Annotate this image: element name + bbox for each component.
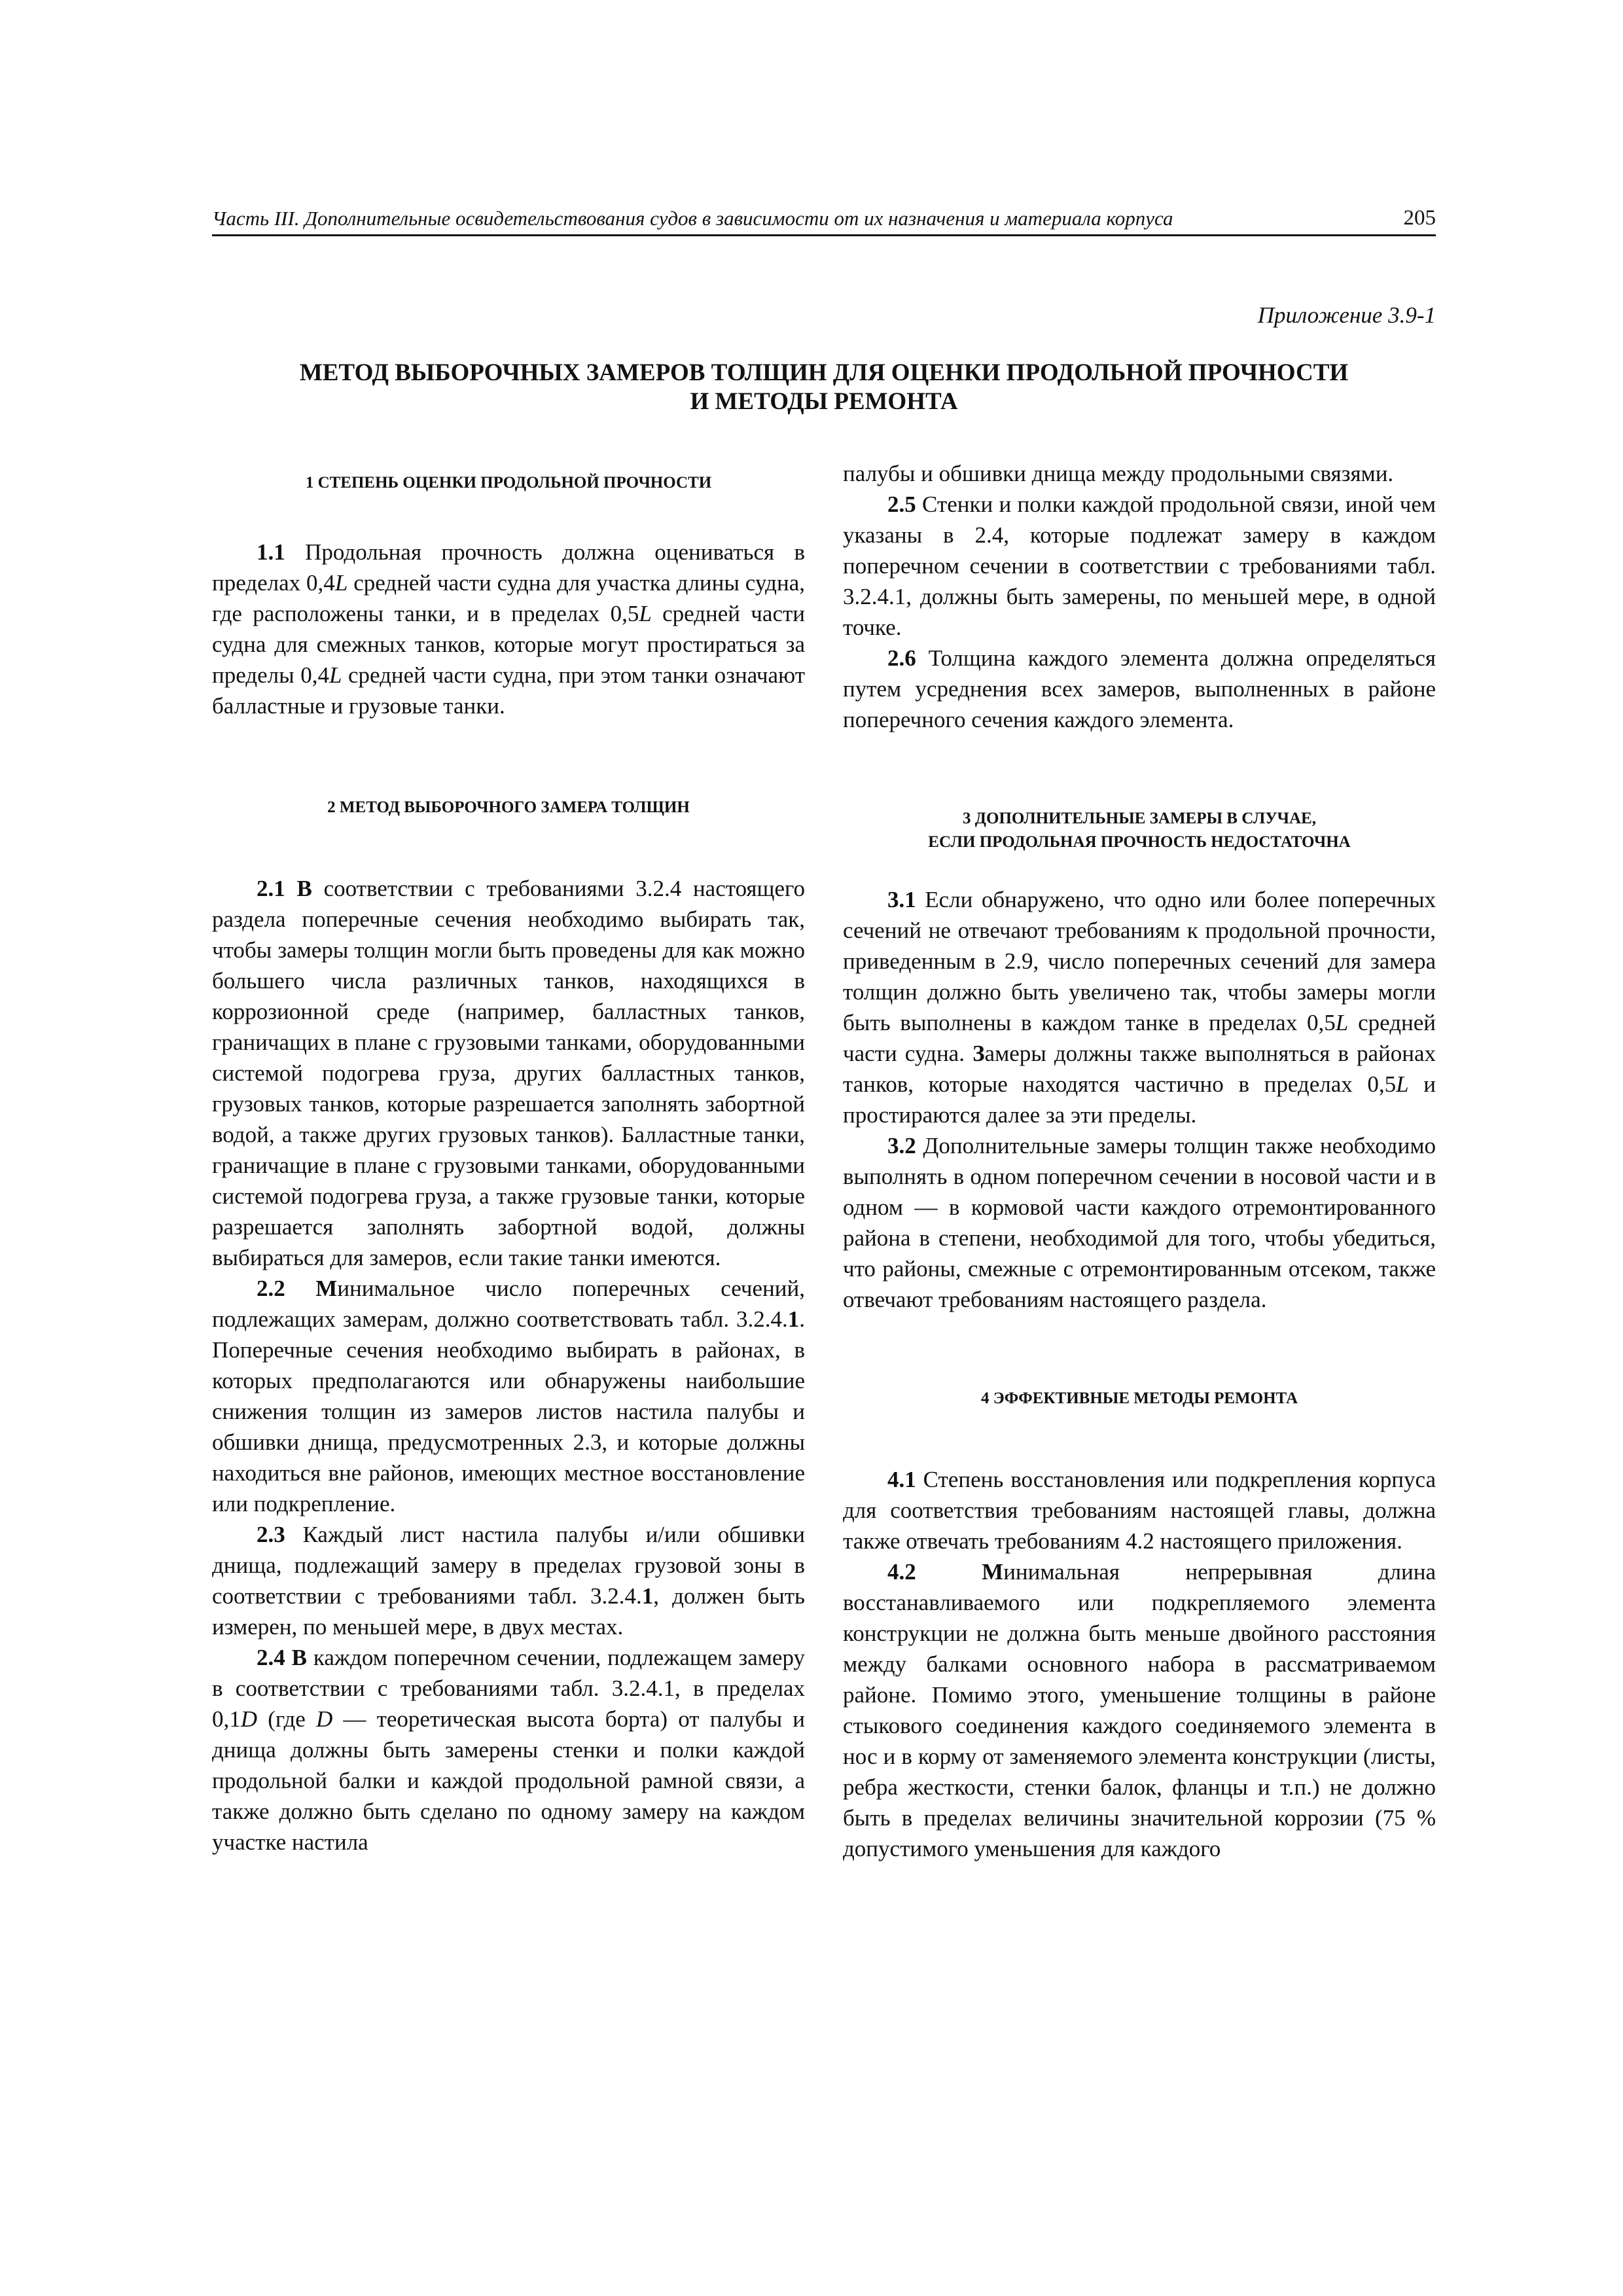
paragraph-3-2: 3.2 Дополнительные замеры толщин также необходимо выполнять в одном поперечном сечении в носовой части и в одном — в кормовой части каждого отремонтированного района в степени, необходимой для того, чтобы убедиться, что районы, смежные с отремонтированным отсеком, также отвечают требованиям настоящего раздела. (843, 1133, 1436, 1312)
paragraph-1-1: 1.1 Продольная прочность должна оцениваться в пределах 0,4L средней части судна для участка длины судна, где расположены танки, и в пределах 0,5L средней части судна для смежных танков, которые могут простираться за пределы 0,4L средней части судна, при этом танки означают балластные и грузовые танки. (212, 539, 806, 719)
paragraph-4-2: 4.2 Минимальная непрерывная длина восстанавливаемого или подкрепляемого элемента конструкции не должна быть меньше двойного расстояния между балками основного набора в рассматриваемом районе. Помимо этого, уменьшение толщины в районе стыкового соединения каждого соединяемого элемента в нос и в корму от заменяемого элемента конструкции (листы, ребра жесткости, стенки балок, фланцы и т.п.) не должно быть в пределах величины значительной коррозии (75 % допустимого уменьшения для каждого (843, 1559, 1436, 1861)
right-column (843, 458, 1436, 1864)
section-heading-1: 1 СТЕПЕНЬ ОЦЕНКИ ПРОДОЛЬНОЙ ПРОЧНОСТИ (305, 474, 712, 492)
paragraph-2-5: 2.5 Стенки и полки каждой продольной связи, иной чем указаны в 2.4, которые подлежат замеру в каждом поперечном сечении в соответствии с требованиями табл. 3.2.4.1, должны быть замерены, по меньшей мере, в одной точке. (843, 492, 1436, 640)
section-heading-3 (843, 807, 1436, 854)
document-title-line: И МЕТОДЫ РЕМОНТА (690, 388, 958, 415)
paragraph-4-1: 4.1 Степень восстановления или подкрепления корпуса для соответствия требованиям настоящей главы, должна также отвечать требованиям 4.2 настоящего приложения. (843, 1467, 1436, 1554)
section-heading-3-line: ЕСЛИ ПРОДОЛЬНАЯ ПРОЧНОСТЬ НЕДОСТАТОЧНА (928, 833, 1351, 851)
paragraph-2-3: 2.3 Каждый лист настила палубы и/или обшивки днища, подлежащий замеру в пределах грузовой зоны в соответствии с требованиями табл. 3.2.4.1, должен быть измерен, по меньшей мере, в двух местах. (212, 1522, 805, 1640)
running-header (212, 200, 1436, 236)
section-heading-2: 2 МЕТОД ВЫБОРОЧНОГО ЗАМЕРА ТОЛЩИН (327, 798, 690, 816)
left-column (212, 458, 805, 1857)
paragraph-2-6: 2.6 Толщина каждого элемента должна определяться путем усреднения всех замеров, выполненных в районе поперечного сечения каждого элемента. (843, 645, 1436, 732)
paragraph-3-1: 3.1 Если обнаружено, что одно или более поперечных сечений не отвечают требованиям к продольной прочности, приведенным в 2.9, число поперечных сечений для замера толщин должно быть увеличено так, чтобы замеры могли быть выполнены в каждом танке в пределах 0,5L средней части судна. Замеры должны также выполняться в районах танков, которые находятся частично в пределах 0,5L и простираются далее за эти пределы. (843, 887, 1436, 1128)
running-title: Часть III. Дополнительные освидетельствования судов в зависимости от их назначения и материала корпуса (212, 207, 1173, 230)
paragraph-2-4-continued: палубы и обшивки днища между продольными связями. (843, 461, 1394, 486)
appendix-label: Приложение 3.9-1 (1257, 302, 1436, 328)
paragraph-2-2: 2.2 Минимальное число поперечных сечений, подлежащих замерам, должно соответствовать табл. 3.2.4.1. Поперечные сечения необходимо выбирать в районах, в которых предполагаются или обнаружены наибольшие снижения толщин из замеров листов настила палубы и обшивки днища, предусмотренных 2.3, и которые должны находиться вне районов, имеющих местное восстановление или подкрепление. (212, 1276, 805, 1516)
paragraph-2-4: 2.4 В каждом поперечном сечении, подлежащем замеру в соответствии с требованиями табл. 3.2.4.1, в пределах 0,1D (где D — теоретическая высота борта) от палубы и днища должны быть замерены стенки и полки каждой продольной балки и каждой продольной рамной связи, а также должно быть сделано по одному замеру на каждом участке настила (212, 1645, 805, 1855)
section-heading-4: 4 ЭФФЕКТИВНЫЕ МЕТОДЫ РЕМОНТА (980, 1390, 1298, 1407)
document-title-line: МЕТОД ВЫБОРОЧНЫХ ЗАМЕРОВ ТОЛЩИН ДЛЯ ОЦЕНКИ ПРОДОЛЬНОЙ ПРОЧНОСТИ (299, 359, 1349, 386)
page-number: 205 (1403, 206, 1436, 230)
document-title (212, 359, 1436, 416)
paragraph-2-1: 2.1 В соответствии с требованиями 3.2.4 настоящего раздела поперечные сечения необходимо выбирать так, чтобы замеры толщин могли быть проведены для как можно большего числа различных танков, находящихся в коррозионной среде (например, балластных танков, граничащих в плане с грузовыми танками, оборудованными системой подогрева груза, других балластных танков, грузовых танков, которые разрешается заполнять забортной водой, а также других грузовых танков). Балластные танки, граничащие в плане с грузовыми танками, оборудованными системой подогрева груза, а также грузовые танки, которые разрешается заполнять забортной водой, должны выбираться для замеров, если такие танки имеются. (212, 876, 805, 1270)
section-heading-3-line: 3 ДОПОЛНИТЕЛЬНЫЕ ЗАМЕРЫ В СЛУЧАЕ, (963, 810, 1316, 827)
